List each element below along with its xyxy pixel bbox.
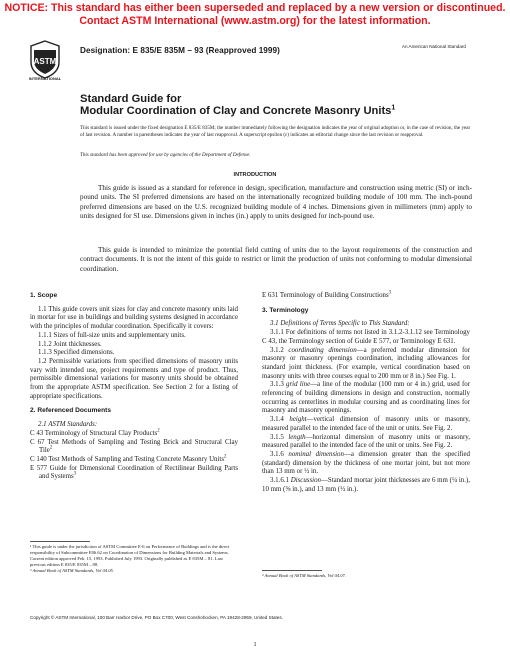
introduction-paragraph-2: This guide is intended to minimize the potential field cutting of units due to the layout requirements of the construction and contract documents. It is not the intent of this guide to restrict or limit the production of units not conforming to modular dimensional coordination. — [80, 246, 472, 273]
right-column — [262, 292, 470, 494]
section-2-heading: 2. Referenced Documents — [30, 407, 111, 415]
ref-e577: E 577 Guide for Dimensional Coordination of Rectilinear Building Parts and Systems$^3$ — [30, 464, 238, 481]
supersession-notice — [0, 2, 510, 28]
paragraph-3-1-6-1: 3.1.6.1 Discussion—Standard mortar joint thicknesses are 6 mm (¼ in.), 10 mm (⅜ in.), and 13 mm (½ in.). — [262, 477, 470, 493]
issuance-note: This standard is issued under the fixed designation E 835/E 835M; the number immediately following the designation indicates the year of original adoption or, in the case of revision, the year of last revision. A number in parentheses indicates the year of last reapproval. A superscript epsilon (ε) indicates an editorial change since the last revision or reapproval. — [80, 125, 471, 138]
introduction-heading: INTRODUCTION — [233, 172, 277, 178]
ref-c67: C 67 Test Methods of Sampling and Testing Brick and Structural Clay Tile$^2$ — [30, 438, 238, 455]
paragraph-3-1: 3.1 Definitions of Terms Specific to This Standard: — [270, 320, 410, 328]
paragraph-3-1-5: 3.1.5 length—horizontal dimension of masonry units or masonry, measured parallel to the intended face of the unit or units. See Fig. 2. — [262, 433, 470, 450]
paragraph-1-1: 1.1 This guide covers unit sizes for clay and concrete masonry units laid in mortar for use in buildings and building systems designed in accordance with the principles of modular coordination. Specifically it covers: — [30, 305, 238, 331]
paragraph-1-2: 1.2 Permissible variations from specified dimensions of masonry units vary with intended use, project requirements and type of product. Thus, permissible dimensional variations for masonry units should be obtained from the appropriate ASTM specification. See Section 2 for a listing of appropriate specifications. — [30, 357, 238, 400]
paragraph-1-1-3: 1.1.3 Specified dimensions. — [38, 349, 115, 357]
dod-note: This standard has been approved for use by agencies of the Department of Defense. — [80, 152, 251, 158]
paragraph-1-1-2: 1.1.2 Joint thicknesses. — [38, 340, 102, 348]
designation: Designation: E 835/E 835M – 93 (Reapproved 1999) — [80, 46, 280, 55]
section-3-heading: 3. Terminology — [262, 306, 309, 314]
left-column — [30, 292, 238, 482]
introduction-paragraph-1: This guide is issued as a standard for reference in design, specification, manufacture and construction using metric (SI) or inch-pound units. The SI preferred dimensions are based on the internationally recognized building module of 100 mm. The inch-pound preferred dimensions are based on the U.S. recognized building module of 4 inches. Dimensions given in millimeters (mm) apply to units designed for SI use. Dimensions given in inches (in.) apply to units designed for inch-pound use. — [80, 184, 472, 221]
page-number: 1 — [253, 641, 257, 648]
svg-text:ASTM: ASTM — [33, 57, 57, 66]
copyright-line: Copyright © ASTM International, 100 Barr Harbor Drive, PO Box C700, West Conshohocken, PA 19428-2959, United States. — [30, 615, 283, 620]
ref-c140: C 140 Test Methods of Sampling and Testing Concrete Masonry Units$^2$ — [30, 454, 227, 463]
paragraph-3-1-2: 3.1.2 coordinating dimension—a preferred modular dimension for masonry or masonry openings coordination, including allowances for standard joint thickness. (For example, vertical coordination based on masonry units with three courses equal to 200 mm or 8 in.) See Fig. 1. — [262, 346, 470, 380]
footnote-1-edition: Current edition approved Feb. 15, 1993. Published July 1993. Originally published as E 835M – 81. Last previous edition E 835/E 835M – 88. — [30, 555, 223, 567]
paragraph-1-1-1: 1.1.1 Sizes of full-size units and supplementary units. — [38, 331, 186, 339]
ref-c43: C 43 Terminology of Structural Clay Products$^2$ — [30, 428, 160, 437]
footnote-3: ³ Annual Book of ASTM Standards, Vol 04.07. — [262, 573, 346, 578]
astm-logo-icon — [28, 40, 62, 80]
paragraph-2-1: 2.1 ASTM Standards: — [38, 421, 98, 429]
notice-line-2: Contact ASTM International (www.astm.org) for the latest information. — [79, 15, 431, 27]
title-line-1: Standard Guide for — [80, 93, 182, 105]
logo-text: INTERNATIONAL — [28, 76, 62, 80]
footnote-1: ¹ This guide is under the jurisdiction of ASTM Committee E-6 on Performance of Buildings and is the direct responsibility of Subcommittee E06.62 on Coordination of Dimensions for Building Materials and Systems. — [30, 544, 230, 555]
american-national-standard: An American National Standard — [401, 44, 466, 49]
paragraph-3-1-3: 3.1.3 grid line—a line of the modular (100 mm or 4 in.) grid, used for referencing of building dimensions in design and construction, normally occurring as centerlines in modular coursing and as coordinating lines for masonry and masonry openings. — [262, 381, 470, 415]
title-line-2: Modular Coordination of Clay and Concrete Masonry Units$^1$ — [80, 104, 396, 118]
section-1-heading: 1. Scope — [30, 292, 58, 299]
page-title — [80, 93, 395, 118]
paragraph-3-1-4: 3.1.4 height—vertical dimension of masonry units or masonry, measured parallel to the intended face of the unit or units. See Fig. 2. — [262, 416, 470, 432]
paragraph-3-1-6: 3.1.6 nominal dimension—a dimension greater than the specified (standard) dimension by the thickness of one mortar joint, but not more than 13 mm or ½ in. — [262, 450, 470, 476]
paragraph-3-1-1: 3.1.1 For definitions of terms not listed in 3.1.2-3.1.12 see Terminology C 43, the Terminology section of Guide E 577, or Terminology E 631. — [262, 329, 470, 345]
footnotes-right — [262, 573, 470, 579]
footnotes-left — [30, 544, 238, 574]
title-footnote-ref: 1 — [391, 104, 396, 112]
footnote-2: ² Annual Book of ASTM Standards, Vol 04.05. — [30, 567, 114, 573]
footnote-divider-left — [30, 541, 90, 542]
footnote-divider-right — [262, 570, 322, 571]
notice-line-1: NOTICE: This standard has either been superseded and replaced by a new version or discontinued. — [4, 2, 506, 14]
ref-e631: E 631 Terminology of Building Constructions$^3$ — [262, 290, 392, 299]
